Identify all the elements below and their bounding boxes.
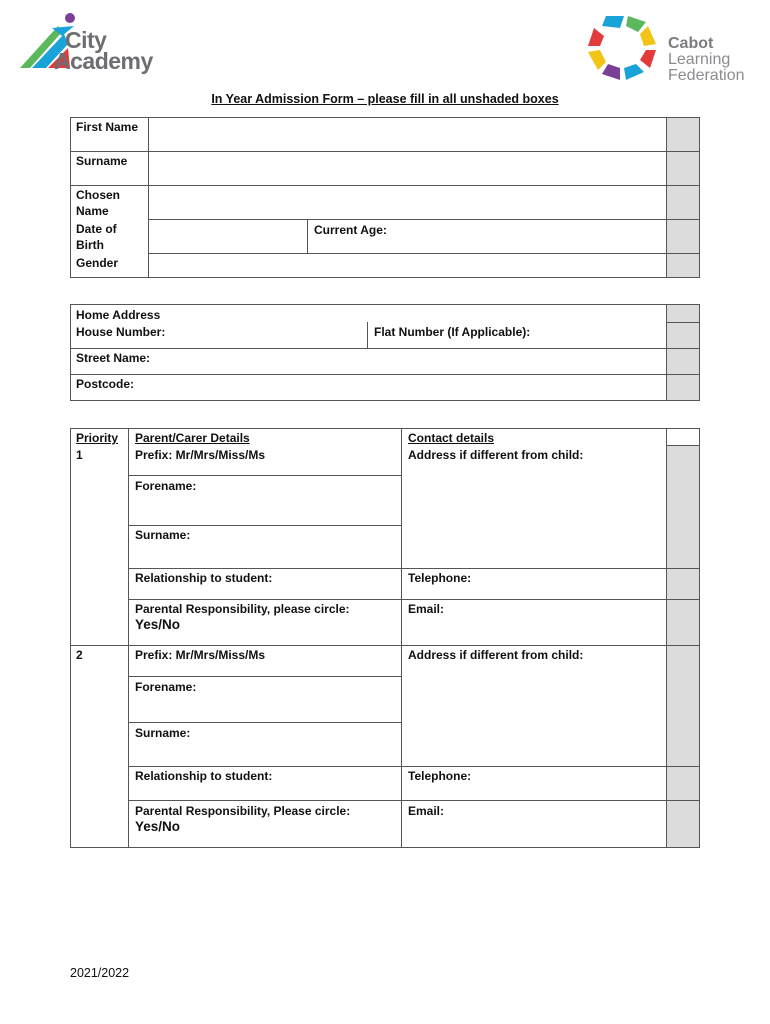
contact-details-header: Contact details (408, 431, 495, 445)
first-name-field[interactable] (149, 118, 666, 151)
parent1-telephone-label: Telephone: (408, 571, 472, 585)
first-name-label: First Name (76, 120, 139, 134)
parent2-surname-label: Surname: (135, 726, 191, 740)
date-of-birth-label-line1: Date of (76, 222, 117, 236)
parent2-relationship-label: Relationship to student: (135, 769, 273, 783)
logo-cabot-text: Cabot (668, 35, 714, 52)
parent1-address-field[interactable] (402, 446, 666, 568)
street-name-field[interactable] (71, 349, 666, 374)
parent2-forename-label: Forename: (135, 680, 197, 694)
street-name-label: Street Name: (76, 351, 151, 365)
house-number-label: House Number: (76, 325, 166, 339)
priority-header: Priority (76, 431, 119, 445)
shaded-column-2 (666, 646, 699, 847)
parent2-prefix-label: Prefix: Mr/Mrs/Miss/Ms (135, 648, 266, 662)
form-year-footer: 2021/2022 (70, 966, 130, 980)
chosen-name-label-line2: Name (76, 204, 109, 218)
parent1-parental-responsibility-label: Parental Responsibility, please circle: (135, 602, 350, 616)
parent1-priority-number: 1 (76, 448, 83, 462)
postcode-label: Postcode: (76, 377, 135, 391)
date-of-birth-field[interactable] (149, 220, 307, 253)
parent1-forename-label: Forename: (135, 479, 197, 493)
shaded-column (666, 305, 699, 400)
gender-field[interactable] (149, 254, 666, 277)
logo-academy-text: Academy (54, 48, 153, 74)
parent2-parental-responsibility-label: Parental Responsibility, Please circle: (135, 804, 351, 818)
parent2-priority-number: 2 (76, 648, 83, 662)
surname-label: Surname (76, 154, 128, 168)
parent2-email-label: Email: (408, 804, 445, 818)
shaded-column-1 (666, 446, 699, 645)
logo-federation-text: Federation (668, 67, 745, 84)
parent2-address-field[interactable] (402, 646, 666, 766)
parent2-telephone-label: Telephone: (408, 769, 472, 783)
current-age-label: Current Age: (314, 223, 387, 237)
logo-learning-text: Learning (668, 51, 731, 68)
parent1-address-label: Address if different from child: (408, 448, 584, 462)
chosen-name-field[interactable] (149, 186, 666, 219)
parent1-prefix-label: Prefix: Mr/Mrs/Miss/Ms (135, 448, 266, 462)
current-age-field[interactable] (390, 220, 666, 253)
gender-label: Gender (76, 256, 119, 270)
form-title: In Year Admission Form – please fill in all unshaded boxes (211, 92, 559, 106)
parent1-yes-no-option[interactable]: Yes/No (135, 617, 181, 632)
parent2-address-label: Address if different from child: (408, 648, 584, 662)
flat-number-label: Flat Number (If Applicable): (374, 325, 531, 339)
surname-field[interactable] (149, 152, 666, 185)
parent2-yes-no-option[interactable]: Yes/No (135, 819, 181, 834)
parent1-surname-label: Surname: (135, 528, 191, 542)
chosen-name-label-line1: Chosen (76, 188, 121, 202)
parent-carer-details-header: Parent/Carer Details (135, 431, 250, 445)
parent1-relationship-label: Relationship to student: (135, 571, 273, 585)
clf-ring-emblem-icon (586, 14, 660, 82)
home-address-heading: Home Address (76, 308, 161, 322)
logo-city-text: City (65, 27, 107, 53)
date-of-birth-label-line2: Birth (76, 238, 104, 252)
postcode-field[interactable] (71, 375, 666, 400)
parent1-email-label: Email: (408, 602, 445, 616)
